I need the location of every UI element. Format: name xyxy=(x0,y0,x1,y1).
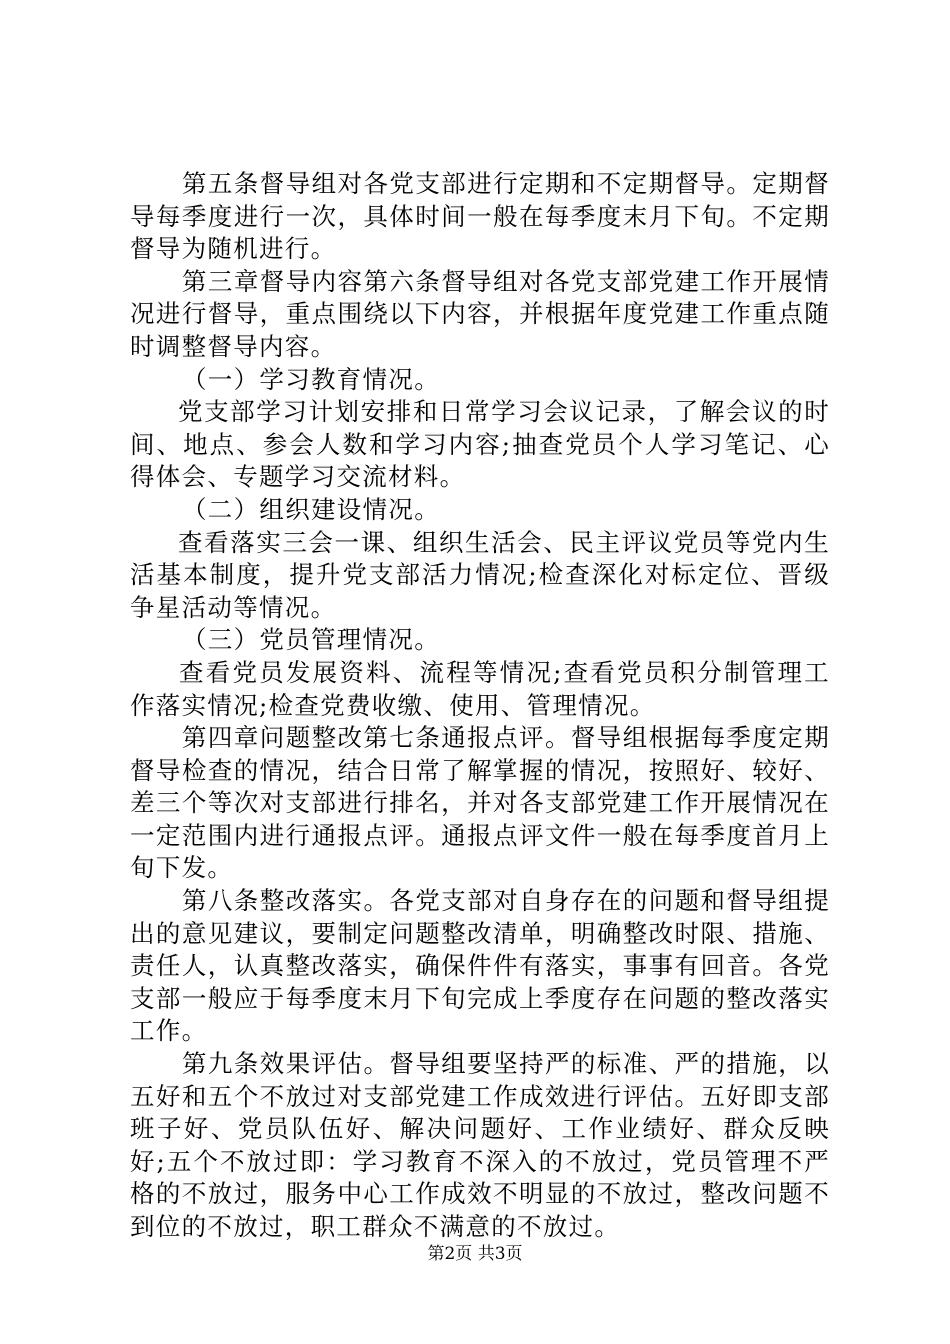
paragraph-chapter-4-article-7: 第四章问题整改第七条通报点评。督导组根据每季度定期督导检查的情况，结合日常了解掌握的情况，按照好、较好、差三个等次对支部进行排名，并对各支部党建工作开展情况在一定范围内进行通报点评。通报点评文件一般在每季度首月上旬下发。 xyxy=(130,723,830,883)
paragraph-heading-study: （一）学习教育情况。 xyxy=(182,364,440,394)
paragraph-article-8: 第八条整改落实。各党支部对自身存在的问题和督导组提出的意见建议，要制定问题整改清单，明确整改时限、措施、责任人，认真整改落实，确保件件有落实，事事有回音。各党支部一般应于每季度末月下旬完成上季度存在问题的整改落实工作。 xyxy=(130,886,830,1046)
paragraph-organization-details: 查看落实三会一课、组织生活会、民主评议党员等党内生活基本制度，提升党支部活力情况;检查深化对标定位、晋级争星活动等情况。 xyxy=(130,527,830,622)
paragraph-study-details: 党支部学习计划安排和日常学习会议记录，了解会议的时间、地点、参会人数和学习内容;抽查党员个人学习笔记、心得体会、专题学习交流材料。 xyxy=(130,397,830,492)
page-footer: 第2页 共3页 xyxy=(427,1244,523,1264)
document-body xyxy=(130,168,830,1244)
paragraph-article-5: 第五条督导组对各党支部进行定期和不定期督导。定期督导每季度进行一次，具体时间一般在每季度末月下旬。不定期督导为随机进行。 xyxy=(130,169,830,264)
paragraph-member-management-details: 查看党员发展资料、流程等情况;查看党员积分制管理工作落实情况;检查党费收缴、使用、管理情况。 xyxy=(130,657,830,720)
paragraph-heading-member-management: （三）党员管理情况。 xyxy=(182,625,440,655)
paragraph-article-9: 第九条效果评估。督导组要坚持严的标准、严的措施，以五好和五个不放过对支部党建工作成效进行评估。五好即支部班子好、党员队伍好、解决问题好、工作业绩好、群众反映好;五个不放过即：学习教育不深入的不放过，党员管理不严格的不放过，服务中心工作成效不明显的不放过，整改问题不到位的不放过，职工群众不满意的不放过。 xyxy=(130,1049,830,1241)
paragraph-heading-organization: （二）组织建设情况。 xyxy=(182,494,440,524)
paragraph-chapter-3-article-6: 第三章督导内容第六条督导组对各党支部党建工作开展情况进行督导，重点围绕以下内容，并根据年度党建工作重点随时调整督导内容。 xyxy=(130,266,830,361)
